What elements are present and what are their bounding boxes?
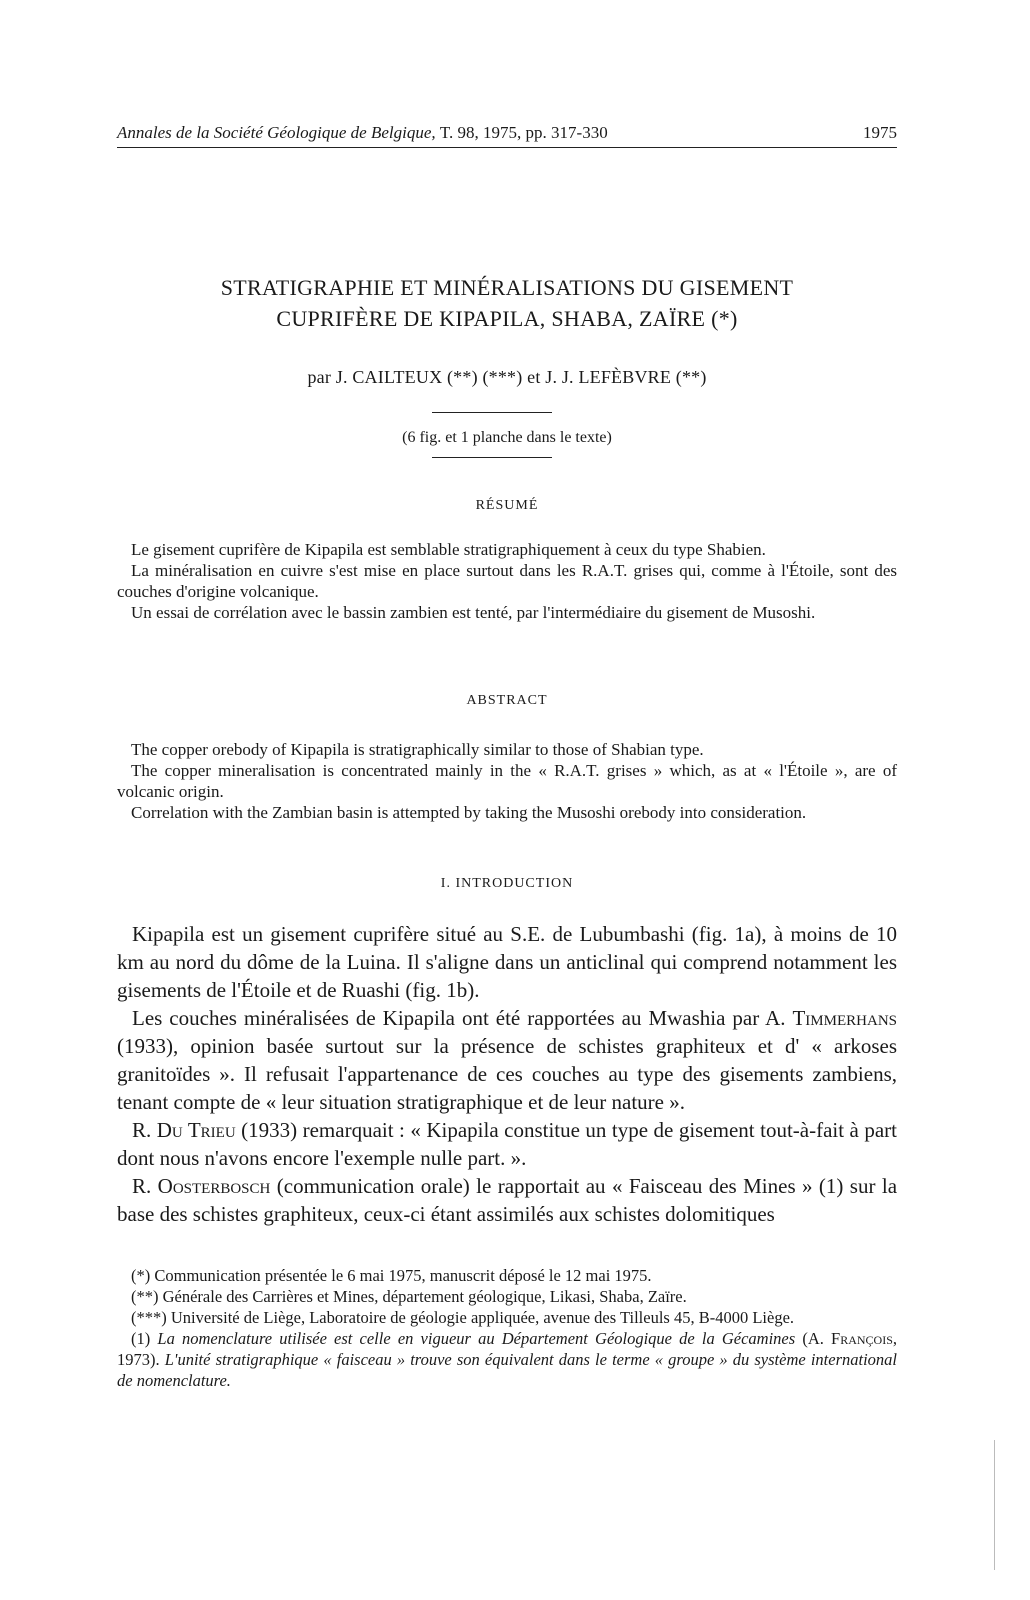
scan-margin-line (994, 1440, 995, 1570)
footnote-4-ref-close: , 1973). (117, 1329, 898, 1369)
intro-p3-start: R. (132, 1118, 152, 1142)
header-year: 1975 (863, 123, 897, 142)
intro-paragraph-3 (117, 1116, 897, 1172)
footnote-3: (***) Université de Liège, Laboratoire de géologie appliquée, avenue des Tilleuls 45, B-4000 Liège. (131, 1308, 795, 1327)
intro-p4-rest: (communication orale) le rapportait au « Faisceau des Mines » (1) sur la base des schistes graphiteux, ceux-ci étant assimilés aux schistes dolomitiques (117, 1174, 898, 1226)
author-ref-oosterbosch: Oosterbosch (157, 1174, 271, 1198)
intro-paragraph-1: Kipapila est un gisement cuprifère situé au S.E. de Lubumbashi (fig. 1a), à moins de 10 km au nord du dôme de la Luina. Il s'aligne dans un anticlinal qui comprend notamment les gisements de l'Étoile et de Ruashi (fig. 1b). (117, 922, 897, 1002)
author-ref-francois: François (831, 1329, 893, 1348)
abstract-heading: ABSTRACT (466, 693, 548, 708)
intro-p3-rest: (1933) remarquait : « Kipapila constitue un type de gisement tout-à-fait à part dont nous n'avons encore l'exemple nulle part. ». (117, 1118, 898, 1170)
title-line-1: STRATIGRAPHIE ET MINÉRALISATIONS DU GISEMENT (220, 275, 794, 300)
resume-heading: RÉSUMÉ (475, 498, 539, 513)
intro-paragraph-4 (117, 1172, 897, 1228)
author-ref-timmerhans: Timmerhans (792, 1006, 897, 1030)
footnote-4-mark: (1) (131, 1329, 151, 1348)
journal-citation (117, 123, 608, 143)
journal-name: Annales de la Société Géologique de Belgique, (117, 123, 436, 142)
journal-volume: T. 98, 1975, pp. 317-330 (439, 123, 608, 142)
intro-paragraph-2 (117, 1004, 897, 1116)
figures-note: (6 fig. et 1 planche dans le texte) (402, 429, 612, 446)
author-ref-du-trieu: Du Trieu (156, 1118, 236, 1142)
intro-p2-rest: (1933), opinion basée surtout sur la présence de schistes graphiteux et d' « arkoses granitoïdes ». Il refusait l'appartenance de ces couches au type des gisements zambiens, tenant compte de « leur situation stratigraphique et de leur nature ». (117, 1034, 897, 1114)
abstract-paragraph-2: The copper mineralisation is concentrated mainly in the « R.A.T. grises » which, as at « l'Étoile », are of volcanic origin. (117, 761, 897, 801)
authors: par J. CAILTEUX (**) (***) et J. J. LEFÈBVRE (**) (307, 367, 707, 387)
running-header (117, 121, 897, 148)
title-line-2: CUPRIFÈRE DE KIPAPILA, SHABA, ZAÏRE (*) (276, 306, 738, 331)
abstract-paragraph-1: The copper orebody of Kipapila is stratigraphically similar to those of Shabian type. (131, 740, 704, 759)
resume-paragraph-3: Un essai de corrélation avec le bassin zambien est tenté, par l'intermédiaire du gisement de Musoshi. (131, 603, 816, 622)
rule-bottom (432, 457, 552, 458)
introduction-heading: I. INTRODUCTION (440, 876, 574, 891)
footnote-4-italic-1: La nomenclature utilisée est celle en vigueur au Département Géologique de la Gécamines (157, 1329, 796, 1348)
intro-p4-start: R. (132, 1174, 152, 1198)
abstract-paragraph-3: Correlation with the Zambian basin is attempted by taking the Musoshi orebody into consideration. (131, 803, 807, 822)
resume-paragraph-2: La minéralisation en cuivre s'est mise en place surtout dans les R.A.T. grises qui, comme à l'Étoile, sont des couches d'origine volcanique. (117, 561, 897, 601)
intro-p2-start: Les couches minéralisées de Kipapila ont été rapportées au Mwashia par A. (132, 1006, 786, 1030)
footnote-4 (117, 1328, 897, 1391)
abstract-block (117, 739, 897, 823)
resume-block (117, 539, 897, 623)
footnote-1: (*) Communication présentée le 6 mai 1975, manuscrit déposé le 12 mai 1975. (131, 1266, 652, 1285)
footnotes (117, 1265, 897, 1391)
footnote-2: (**) Générale des Carrières et Mines, département géologique, Likasi, Shaba, Zaïre. (131, 1287, 687, 1306)
introduction-body (117, 920, 897, 1228)
resume-paragraph-1: Le gisement cuprifère de Kipapila est semblable stratigraphiquement à ceux du type Shabien. (131, 540, 766, 559)
footnote-4-ref-open: (A. (802, 1329, 824, 1348)
paper-title (117, 272, 897, 334)
footnote-4-italic-2: L'unité stratigraphique « faisceau » trouve son équivalent dans le terme « groupe » du système international de nomenclature. (117, 1350, 897, 1390)
rule-top (432, 412, 552, 413)
